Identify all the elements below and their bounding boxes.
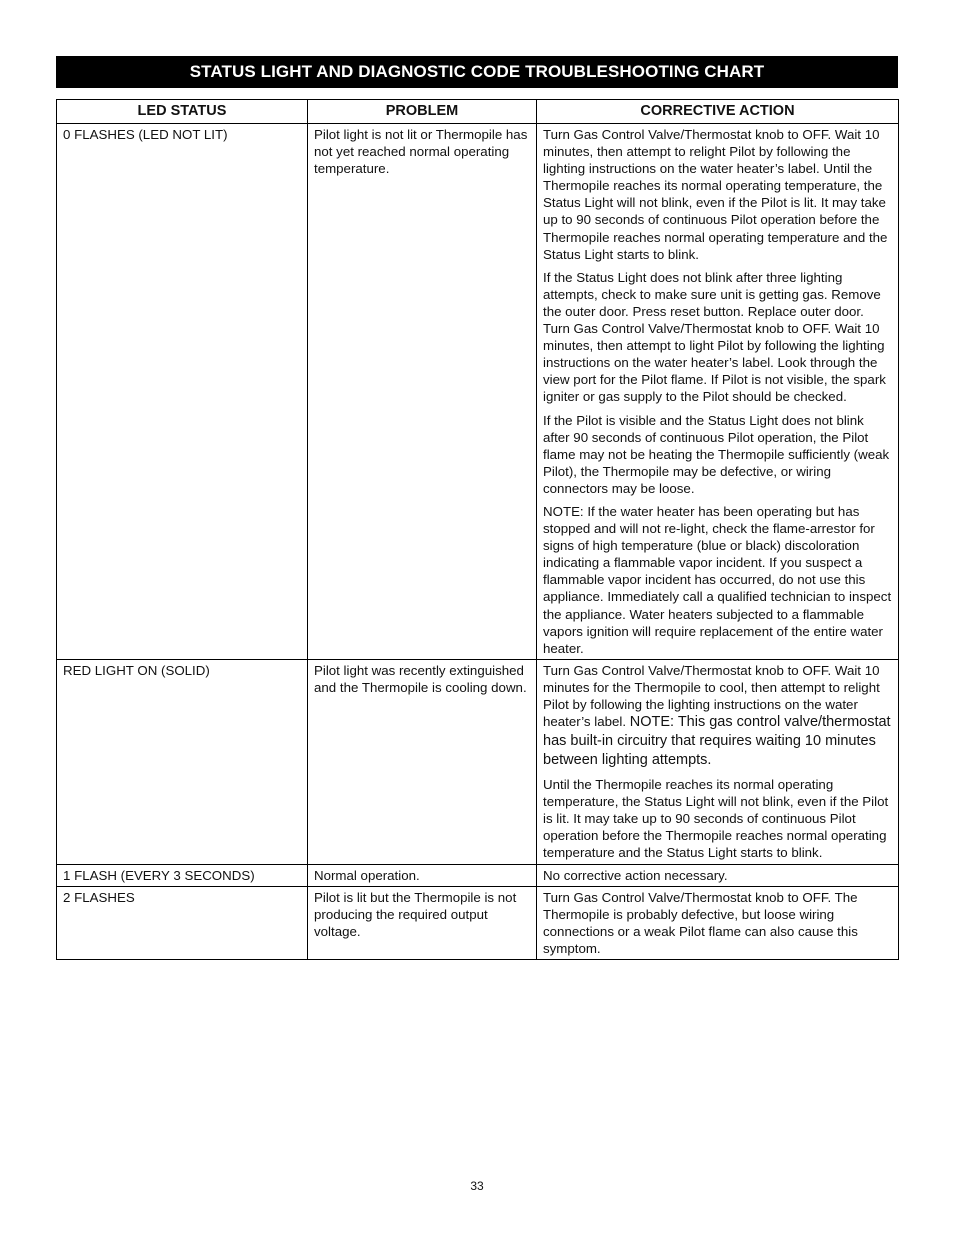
table-row	[57, 886, 899, 959]
column-header-problem: PROBLEM	[308, 100, 537, 124]
page-number: 33	[470, 1179, 484, 1193]
action-paragraph	[543, 662, 893, 770]
corrective-action-cell: Turn Gas Control Valve/Thermostat knob to OFF. The Thermopile is probably defective, but loose wiring connections or a weak Pilot flame can also cause this symptom.	[537, 886, 899, 959]
action-paragraph: If the Status Light does not blink after three lighting attempts, check to make sure unit is getting gas. Remove the outer door. Press reset button. Replace outer door. Turn Gas Control Valve/Thermostat knob to OFF. Wait 10 minutes, then attempt to light Pilot by following the lighting instructions on the water heater’s label. Look through the view port for the Pilot flame. If Pilot is not visible, the spark igniter or gas supply to the Pilot should be checked.	[543, 269, 886, 405]
led-status-cell: RED LIGHT ON (SOLID)	[57, 659, 308, 864]
problem-cell: Pilot light was recently extinguished and the Thermopile is cooling down.	[308, 659, 537, 864]
corrective-action-cell	[537, 659, 899, 864]
table-row	[57, 864, 899, 886]
action-paragraph: Turn Gas Control Valve/Thermostat knob to OFF. Wait 10 minutes, then attempt to relight Pilot by following the lighting instructions on the water heater’s label. Until the Thermopile reaches its normal operating temperature, the Status Light will not blink, even if the Pilot is lit. It may take up to 90 seconds of continuous Pilot operation before the Thermopile reaches normal operating temperature and the Status Light starts to blink.	[543, 127, 888, 262]
corrective-action-cell	[537, 124, 899, 660]
table-row	[57, 124, 899, 660]
troubleshooting-table	[56, 99, 899, 960]
problem-cell: Pilot is lit but the Thermopile is not producing the required output voltage.	[308, 886, 537, 959]
chart-title: STATUS LIGHT AND DIAGNOSTIC CODE TROUBLESHOOTING CHART	[56, 56, 898, 88]
action-paragraph: NOTE: If the water heater has been operating but has stopped and will not re-light, check the flame-arrestor for signs of high temperature (blue or black) discoloration indicating a flammable vapor incident. If you suspect a flammable vapor incident has occurred, do not use this appliance. Immediately call a qualified technician to inspect the appliance. Water heaters subjected to a flammable vapors ignition will require replacement of the entire water heater.	[543, 503, 892, 656]
action-note: NOTE: This gas control valve/thermostat has built-in circuitry that requires waiting 10 minutes between lighting attempts.	[543, 714, 891, 769]
led-status-cell: 1 FLASH (EVERY 3 SECONDS)	[57, 864, 308, 886]
led-status-cell: 0 FLASHES (LED NOT LIT)	[57, 124, 308, 660]
problem-cell: Normal operation.	[308, 864, 537, 886]
header-row	[57, 100, 899, 124]
table-row	[57, 659, 899, 864]
action-paragraph: Until the Thermopile reaches its normal operating temperature, the Status Light will not blink, even if the Pilot is lit. It may take up to 90 seconds of continuous Pilot operation before the Thermopile reaches normal operating temperature and the Status Light starts to blink.	[543, 777, 889, 861]
led-status-cell: 2 FLASHES	[57, 886, 308, 959]
column-header-led-status: LED STATUS	[57, 100, 308, 124]
problem-cell: Pilot light is not lit or Thermopile has not yet reached normal operating temperature.	[308, 124, 537, 660]
action-text: Turn Gas Control Valve/Thermostat knob to OFF. Wait 10 minutes for the Thermopile to cool, then attempt to relight Pilot by following the lighting instructions on the water heater’s label.	[543, 662, 880, 730]
action-paragraph: If the Pilot is visible and the Status Light does not blink after 90 seconds of continuous Pilot operation, the Pilot flame may not be heating the Thermopile sufficiently (weak Pilot), the Thermopile may be defective, or wiring connectors may be loose.	[543, 412, 890, 496]
corrective-action-cell: No corrective action necessary.	[537, 864, 899, 886]
column-header-corrective-action: CORRECTIVE ACTION	[537, 100, 899, 124]
